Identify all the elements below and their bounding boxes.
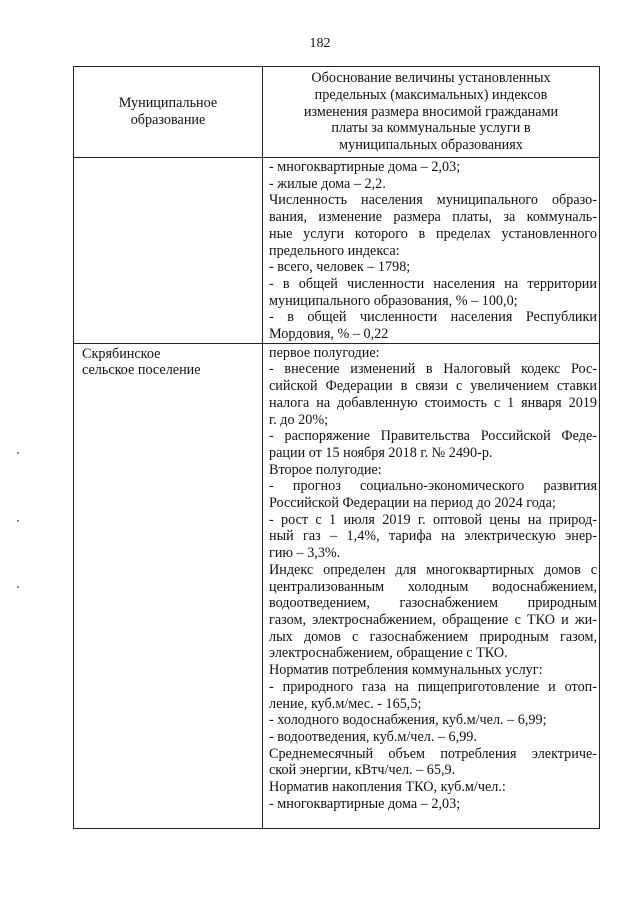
table-header-row xyxy=(74,67,600,158)
header-line: муниципальных образованиях xyxy=(339,137,523,154)
justification-line: гию – 3,3%. xyxy=(269,545,341,562)
justification-line: - в общей численности населения Республики xyxy=(269,309,597,326)
table-row xyxy=(74,158,600,344)
header-line: Обоснование величины установленных xyxy=(311,70,551,87)
justification-line: Второе полугодие: xyxy=(269,461,382,478)
justification-line: ный газ – 1,4%, тарифа на электрическую энер- xyxy=(269,528,597,545)
justification-line: - распоряжение Правительства Российской Феде- xyxy=(269,428,597,445)
justification-line: - многоквартирные дома – 2,03; xyxy=(269,795,461,812)
municipality-cell xyxy=(74,158,263,344)
justification-cell xyxy=(263,158,600,344)
justification-line: Норматив накопления ТКО, куб.м/чел.: xyxy=(269,779,506,796)
justification-line: централизованным холодным водоснабжением, xyxy=(269,578,597,595)
justification-line: предельного индекса: xyxy=(269,242,400,259)
justification-line: вания, изменение размера платы, за коммуналь- xyxy=(269,209,597,226)
municipality-cell xyxy=(74,343,263,828)
justification-line: рации от 15 ноября 2018 г. № 2490-р. xyxy=(269,444,493,461)
header-line: изменения размера вносимой гражданами xyxy=(303,103,559,120)
justification-cell xyxy=(263,343,600,828)
justification-line: муниципального образования, % – 100,0; xyxy=(269,292,518,309)
justification-line: г. до 20%; xyxy=(269,411,329,428)
justification-line: ные услуги которого в пределах установленного xyxy=(269,225,597,242)
header-justification xyxy=(263,67,600,158)
justification-line: ской энергии, кВтч/чел. – 65,9. xyxy=(269,762,456,779)
header-line: образование xyxy=(130,112,206,128)
table-row xyxy=(74,343,600,828)
justification-line: - всего, человек – 1798; xyxy=(269,259,411,276)
justification-line: электроснабжением, обращение с ТКО. xyxy=(269,645,508,662)
justification-line: Норматив потребления коммунальных услуг: xyxy=(269,662,543,679)
justification-line: Российской Федерации на период до 2024 года; xyxy=(269,495,556,512)
justification-line: первое полугодие: xyxy=(269,344,380,361)
justification-line: - рост с 1 июля 2019 г. оптовой цены на природ- xyxy=(269,511,597,528)
margin-speck xyxy=(17,586,19,588)
header-line: Муниципальное xyxy=(118,95,218,112)
justification-line: - многоквартирные дома – 2,03; xyxy=(269,159,461,175)
justification-line: Среднемесячный объем потребления электриче- xyxy=(269,745,597,762)
justification-line: - внесение изменений в Налоговый кодекс Рос- xyxy=(269,361,597,378)
justification-line: лых домов с газоснабжением природным газом, xyxy=(269,628,597,645)
justification-line: - холодного водоснабжения, куб.м/чел. – 6,99; xyxy=(269,712,547,729)
page-number: 182 xyxy=(309,36,331,51)
justification-line: - прогноз социально-экономического развития xyxy=(269,478,597,495)
header-municipality xyxy=(74,67,263,158)
tariff-justification-table xyxy=(73,66,600,829)
header-line: предельных (максимальных) индексов xyxy=(314,86,548,103)
margin-speck xyxy=(17,452,19,454)
justification-line: Мордовия, % – 0,22 xyxy=(269,326,389,343)
municipality-name-line: Скрябинское xyxy=(82,345,161,362)
municipality-name-line: сельское поселение xyxy=(82,362,201,379)
header-line: платы за коммунальные услуги в xyxy=(331,120,531,137)
justification-line: - природного газа на пищеприготовление и отоп- xyxy=(269,678,597,695)
justification-line: налога на добавленную стоимость с 1 января 2019 xyxy=(269,394,597,411)
justification-line: ление, куб.м/мес. - 165,5; xyxy=(269,695,422,712)
justification-line: - жилые дома – 2,2. xyxy=(269,175,386,192)
justification-line: Численность населения муниципального образо- xyxy=(269,192,597,209)
justification-line: Индекс определен для многоквартирных домов с xyxy=(269,561,597,578)
justification-line: водоотведением, газоснабжением природным xyxy=(269,595,597,612)
justification-line: - водоотведения, куб.м/чел. – 6,99. xyxy=(269,728,477,745)
header-justification-text xyxy=(304,70,558,154)
justification-line: газом, электроснабжением, обращение с ТКО и жи- xyxy=(269,611,597,628)
margin-speck xyxy=(17,520,19,522)
justification-line: сийской Федерации в связи с увеличением ставки xyxy=(269,378,597,395)
justification-line: - в общей численности населения на территории xyxy=(269,275,597,292)
header-municipality-text xyxy=(119,95,217,128)
